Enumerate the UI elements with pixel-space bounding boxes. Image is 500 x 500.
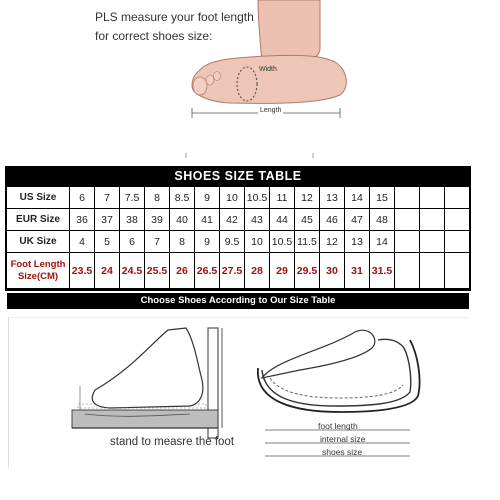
table-cell: 10.5 bbox=[270, 231, 294, 252]
table-cell: 8.5 bbox=[170, 187, 194, 208]
table-cell: 9 bbox=[195, 231, 219, 252]
shoes-size-caption: shoes size bbox=[322, 447, 363, 457]
shoes-size-table bbox=[5, 166, 471, 291]
instruction-line-2: for correct shoes size: bbox=[95, 29, 213, 43]
table-cell-empty bbox=[445, 209, 469, 230]
row-label-eur: EUR Size bbox=[7, 209, 69, 230]
table-cell-empty bbox=[445, 253, 469, 288]
table-cell: 31.5 bbox=[370, 253, 394, 288]
internal-size-caption: internal size bbox=[320, 434, 366, 444]
table-cell: 31 bbox=[345, 253, 369, 288]
big-toe bbox=[193, 77, 207, 95]
table-cell-empty bbox=[395, 231, 419, 252]
table-cell: 46 bbox=[320, 209, 344, 230]
table-cell: 4 bbox=[70, 231, 94, 252]
table-cell: 40 bbox=[170, 209, 194, 230]
row-label-uk: UK Size bbox=[7, 231, 69, 252]
table-cell: 48 bbox=[370, 209, 394, 230]
width-label: Width bbox=[259, 66, 277, 73]
table-cell: 41 bbox=[195, 209, 219, 230]
table-cell: 8 bbox=[170, 231, 194, 252]
instruction-line-1: PLS measure your foot length bbox=[95, 10, 254, 24]
table-cell: 11.5 bbox=[295, 231, 319, 252]
table-cell-empty bbox=[395, 253, 419, 288]
table-cell: 10 bbox=[220, 187, 244, 208]
separator-tick bbox=[185, 153, 187, 158]
leg-shape bbox=[258, 0, 320, 62]
table-cell: 26 bbox=[170, 253, 194, 288]
table-cell: 10 bbox=[245, 231, 269, 252]
table-cell: 5 bbox=[95, 231, 119, 252]
table-cell: 24 bbox=[95, 253, 119, 288]
table-cell: 7.5 bbox=[120, 187, 144, 208]
measure-guide-illustration bbox=[0, 310, 500, 500]
table-cell: 8 bbox=[145, 187, 169, 208]
foot-length-unit: Size(CM) bbox=[17, 270, 59, 282]
table-cell: 38 bbox=[120, 209, 144, 230]
table-cell-empty bbox=[445, 231, 469, 252]
table-cell-empty bbox=[395, 209, 419, 230]
table-cell: 9.5 bbox=[220, 231, 244, 252]
row-label-us: US Size bbox=[7, 187, 69, 208]
standing-foot-drawing bbox=[72, 328, 222, 438]
table-cell: 43 bbox=[245, 209, 269, 230]
foot-length-caption: foot length bbox=[318, 421, 358, 431]
table-cell: 23.5 bbox=[70, 253, 94, 288]
foot-length-label: Foot Length bbox=[10, 258, 66, 270]
table-cell: 25.5 bbox=[145, 253, 169, 288]
table-cell-empty bbox=[420, 209, 444, 230]
stand-caption: stand to measre the foot bbox=[110, 436, 235, 448]
size-grid bbox=[7, 187, 469, 289]
table-cell-empty bbox=[395, 187, 419, 208]
table-cell: 13 bbox=[320, 187, 344, 208]
table-cell: 27.5 bbox=[220, 253, 244, 288]
table-cell: 29.5 bbox=[295, 253, 319, 288]
table-cell-empty bbox=[420, 253, 444, 288]
table-cell: 6 bbox=[70, 187, 94, 208]
table-cell: 7 bbox=[95, 187, 119, 208]
row-label-foot-length bbox=[7, 253, 69, 288]
table-cell: 12 bbox=[295, 187, 319, 208]
table-cell-empty bbox=[420, 187, 444, 208]
table-cell: 37 bbox=[95, 209, 119, 230]
choose-shoes-banner: Choose Shoes According to Our Size Table bbox=[7, 293, 469, 309]
table-cell: 47 bbox=[345, 209, 369, 230]
table-cell: 6 bbox=[120, 231, 144, 252]
table-cell: 14 bbox=[370, 231, 394, 252]
table-cell: 11 bbox=[270, 187, 294, 208]
table-cell: 7 bbox=[145, 231, 169, 252]
table-cell: 15 bbox=[370, 187, 394, 208]
table-cell: 14 bbox=[345, 187, 369, 208]
table-cell-empty bbox=[445, 187, 469, 208]
table-cell: 30 bbox=[320, 253, 344, 288]
table-cell: 45 bbox=[295, 209, 319, 230]
table-cell: 9 bbox=[195, 187, 219, 208]
table-cell: 36 bbox=[70, 209, 94, 230]
size-table-title: SHOES SIZE TABLE bbox=[5, 166, 471, 187]
table-cell: 44 bbox=[270, 209, 294, 230]
table-cell: 13 bbox=[345, 231, 369, 252]
foot-measurement-diagram bbox=[170, 0, 370, 130]
table-cell: 29 bbox=[270, 253, 294, 288]
table-cell: 12 bbox=[320, 231, 344, 252]
separator-tick bbox=[312, 153, 314, 158]
table-cell: 42 bbox=[220, 209, 244, 230]
length-label: Length bbox=[260, 107, 282, 114]
table-cell: 28 bbox=[245, 253, 269, 288]
table-cell: 26.5 bbox=[195, 253, 219, 288]
table-cell: 39 bbox=[145, 209, 169, 230]
table-cell-empty bbox=[420, 231, 444, 252]
table-cell: 10.5 bbox=[245, 187, 269, 208]
table-cell: 24.5 bbox=[120, 253, 144, 288]
